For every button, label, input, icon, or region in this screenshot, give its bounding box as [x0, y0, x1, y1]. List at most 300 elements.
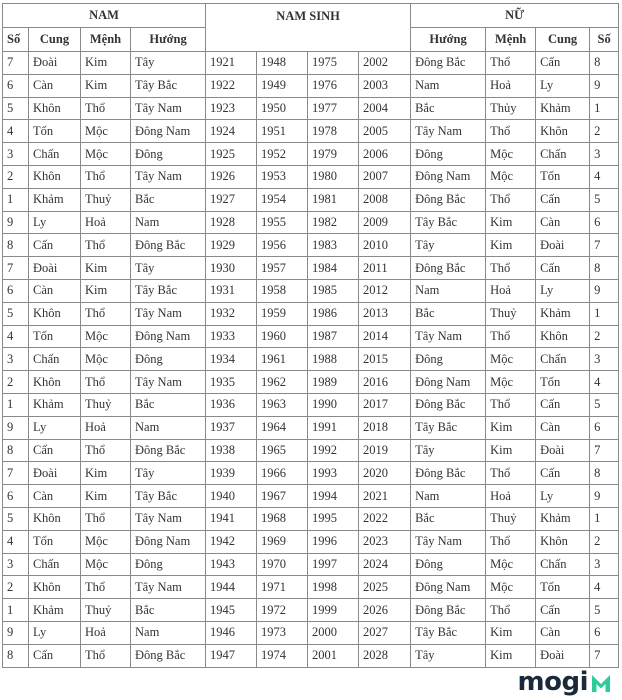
cell-male-huong: Đông	[131, 348, 206, 371]
cell-male-number: 1	[3, 599, 29, 622]
table-row	[3, 234, 619, 257]
cell-year-3: 1990	[308, 393, 359, 416]
cell-year-3: 1993	[308, 462, 359, 485]
cell-female-cung: Khảm	[536, 302, 590, 325]
cell-year-3: 2001	[308, 644, 359, 667]
cell-male-huong: Bắc	[131, 599, 206, 622]
table-body	[3, 52, 619, 668]
cell-male-huong: Nam	[131, 416, 206, 439]
cell-male-cung: Tốn	[29, 530, 81, 553]
cell-female-menh: Kim	[486, 211, 536, 234]
cell-year-2: 1970	[257, 553, 308, 576]
cell-male-cung: Chấn	[29, 553, 81, 576]
cell-year-1: 1943	[206, 553, 257, 576]
cell-female-number: 6	[590, 211, 619, 234]
cell-male-number: 5	[3, 302, 29, 325]
cell-year-1: 1930	[206, 257, 257, 280]
cell-female-huong: Nam	[411, 74, 486, 97]
cell-year-3: 1999	[308, 599, 359, 622]
cell-male-menh: Thổ	[81, 234, 131, 257]
cell-year-2: 1948	[257, 52, 308, 75]
cell-year-1: 1924	[206, 120, 257, 143]
cell-male-number: 3	[3, 348, 29, 371]
cell-female-number: 8	[590, 52, 619, 75]
col-header-female-cung: Cung	[536, 28, 590, 52]
cell-female-huong: Đông Bắc	[411, 52, 486, 75]
cell-year-1: 1935	[206, 371, 257, 394]
cell-female-cung: Khôn	[536, 530, 590, 553]
cell-year-3: 1991	[308, 416, 359, 439]
cell-female-menh: Kim	[486, 644, 536, 667]
cell-year-4: 2019	[359, 439, 411, 462]
table-row	[3, 644, 619, 667]
cell-male-number: 3	[3, 143, 29, 166]
cell-male-cung: Cấn	[29, 644, 81, 667]
cell-female-number: 2	[590, 120, 619, 143]
cell-male-huong: Tây	[131, 257, 206, 280]
cell-year-4: 2020	[359, 462, 411, 485]
cell-year-4: 2021	[359, 485, 411, 508]
cell-male-menh: Hoả	[81, 621, 131, 644]
cell-female-cung: Cấn	[536, 52, 590, 75]
cell-male-cung: Khôn	[29, 97, 81, 120]
cell-year-4: 2012	[359, 279, 411, 302]
cell-male-number: 3	[3, 553, 29, 576]
cell-year-3: 1998	[308, 576, 359, 599]
cell-male-cung: Cấn	[29, 439, 81, 462]
group-header-row	[3, 4, 619, 28]
cell-female-menh: Kim	[486, 234, 536, 257]
male-group-header: NAM	[3, 4, 206, 28]
cell-female-huong: Tây Bắc	[411, 416, 486, 439]
cell-male-number: 4	[3, 325, 29, 348]
cell-male-menh: Kim	[81, 279, 131, 302]
cell-male-number: 5	[3, 507, 29, 530]
cell-female-number: 4	[590, 371, 619, 394]
cell-female-cung: Cấn	[536, 462, 590, 485]
cell-year-2: 1971	[257, 576, 308, 599]
cell-female-huong: Tây Bắc	[411, 621, 486, 644]
cell-female-cung: Tốn	[536, 165, 590, 188]
cell-female-menh: Hoả	[486, 485, 536, 508]
cell-female-cung: Tốn	[536, 576, 590, 599]
cell-year-1: 1926	[206, 165, 257, 188]
cell-year-4: 2026	[359, 599, 411, 622]
cell-year-1: 1929	[206, 234, 257, 257]
cell-male-menh: Thổ	[81, 97, 131, 120]
col-header-male-menh: Mệnh	[81, 28, 131, 52]
cell-male-cung: Tốn	[29, 325, 81, 348]
cell-female-cung: Tốn	[536, 371, 590, 394]
cell-female-huong: Tây	[411, 644, 486, 667]
cell-year-2: 1949	[257, 74, 308, 97]
cell-female-number: 1	[590, 302, 619, 325]
cell-year-1: 1932	[206, 302, 257, 325]
cell-male-huong: Đông Bắc	[131, 439, 206, 462]
cell-year-4: 2025	[359, 576, 411, 599]
cell-female-cung: Càn	[536, 416, 590, 439]
female-group-header: NỮ	[411, 4, 619, 28]
cell-year-4: 2028	[359, 644, 411, 667]
cell-male-cung: Ly	[29, 621, 81, 644]
mogi-logo-text: mogi	[517, 667, 588, 697]
cell-year-4: 2016	[359, 371, 411, 394]
cell-male-menh: Kim	[81, 462, 131, 485]
col-header-male-number: Số	[3, 28, 29, 52]
cell-year-3: 1995	[308, 507, 359, 530]
cell-female-menh: Thủy	[486, 97, 536, 120]
cell-male-menh: Thuỷ	[81, 393, 131, 416]
cell-year-2: 1969	[257, 530, 308, 553]
cell-male-cung: Khôn	[29, 507, 81, 530]
cell-female-menh: Thổ	[486, 325, 536, 348]
cell-year-2: 1968	[257, 507, 308, 530]
cell-male-huong: Đông	[131, 143, 206, 166]
cell-female-number: 1	[590, 97, 619, 120]
cell-male-cung: Khôn	[29, 371, 81, 394]
cell-male-menh: Hoả	[81, 211, 131, 234]
cell-female-number: 5	[590, 393, 619, 416]
table-row	[3, 188, 619, 211]
cell-male-menh: Mộc	[81, 325, 131, 348]
cell-male-huong: Tây Nam	[131, 576, 206, 599]
cell-female-cung: Ly	[536, 485, 590, 508]
cell-male-menh: Kim	[81, 74, 131, 97]
cell-male-menh: Thổ	[81, 644, 131, 667]
cell-female-menh: Thuỷ	[486, 302, 536, 325]
cell-year-2: 1972	[257, 599, 308, 622]
cell-year-1: 1947	[206, 644, 257, 667]
table-row	[3, 74, 619, 97]
cell-year-3: 1980	[308, 165, 359, 188]
cell-female-number: 4	[590, 165, 619, 188]
cell-female-menh: Kim	[486, 621, 536, 644]
cell-female-number: 1	[590, 507, 619, 530]
cell-female-menh: Kim	[486, 416, 536, 439]
cell-female-huong: Đông Bắc	[411, 257, 486, 280]
cell-female-number: 3	[590, 143, 619, 166]
cell-female-cung: Ly	[536, 279, 590, 302]
table-row	[3, 599, 619, 622]
cell-male-huong: Tây Nam	[131, 97, 206, 120]
cell-female-huong: Đông Bắc	[411, 188, 486, 211]
cell-male-huong: Tây Bắc	[131, 485, 206, 508]
cell-female-huong: Đông	[411, 143, 486, 166]
cell-male-number: 8	[3, 234, 29, 257]
cell-male-cung: Càn	[29, 74, 81, 97]
cell-male-cung: Càn	[29, 279, 81, 302]
col-header-female-huong: Hướng	[411, 28, 486, 52]
cell-male-menh: Thuỷ	[81, 188, 131, 211]
cell-male-huong: Tây Nam	[131, 302, 206, 325]
cell-year-4: 2022	[359, 507, 411, 530]
cell-female-number: 5	[590, 188, 619, 211]
cell-year-1: 1933	[206, 325, 257, 348]
table-row	[3, 553, 619, 576]
cell-female-huong: Tây	[411, 234, 486, 257]
cell-female-huong: Tây Nam	[411, 325, 486, 348]
cell-year-4: 2003	[359, 74, 411, 97]
cell-female-huong: Đông Nam	[411, 371, 486, 394]
cell-year-1: 1923	[206, 97, 257, 120]
cell-male-huong: Đông Bắc	[131, 644, 206, 667]
cell-female-number: 6	[590, 621, 619, 644]
cell-male-huong: Đông Nam	[131, 120, 206, 143]
cell-male-menh: Thổ	[81, 165, 131, 188]
cell-male-number: 6	[3, 485, 29, 508]
cell-year-4: 2027	[359, 621, 411, 644]
cell-female-number: 8	[590, 462, 619, 485]
table-row	[3, 302, 619, 325]
table-row	[3, 97, 619, 120]
cell-female-number: 6	[590, 416, 619, 439]
table-row	[3, 257, 619, 280]
cell-male-cung: Khôn	[29, 165, 81, 188]
cell-female-huong: Đông	[411, 553, 486, 576]
cell-female-menh: Thổ	[486, 530, 536, 553]
cell-year-3: 1996	[308, 530, 359, 553]
cell-year-4: 2011	[359, 257, 411, 280]
cell-female-cung: Cấn	[536, 599, 590, 622]
cell-female-menh: Thổ	[486, 52, 536, 75]
cell-female-menh: Kim	[486, 439, 536, 462]
cell-female-number: 3	[590, 348, 619, 371]
cell-female-menh: Thổ	[486, 257, 536, 280]
cell-year-2: 1963	[257, 393, 308, 416]
cung-menh-table	[2, 3, 619, 668]
cell-male-cung: Tốn	[29, 120, 81, 143]
cell-male-number: 7	[3, 462, 29, 485]
cell-female-number: 2	[590, 325, 619, 348]
cell-year-2: 1962	[257, 371, 308, 394]
cell-female-number: 8	[590, 257, 619, 280]
cell-year-4: 2018	[359, 416, 411, 439]
cell-female-cung: Chấn	[536, 143, 590, 166]
cell-year-2: 1951	[257, 120, 308, 143]
cell-male-cung: Khảm	[29, 188, 81, 211]
cell-year-2: 1961	[257, 348, 308, 371]
table-row	[3, 120, 619, 143]
cell-female-menh: Thổ	[486, 462, 536, 485]
feng-shui-table-container	[2, 3, 619, 668]
cell-year-2: 1965	[257, 439, 308, 462]
table-row	[3, 439, 619, 462]
cell-male-huong: Tây Nam	[131, 371, 206, 394]
cell-male-menh: Mộc	[81, 553, 131, 576]
cell-year-1: 1921	[206, 52, 257, 75]
cell-male-cung: Chấn	[29, 348, 81, 371]
cell-year-1: 1928	[206, 211, 257, 234]
table-row	[3, 416, 619, 439]
cell-female-cung: Ly	[536, 74, 590, 97]
birth-year-group-header: NAM SINH	[206, 4, 411, 52]
cell-year-3: 1976	[308, 74, 359, 97]
cell-male-menh: Kim	[81, 485, 131, 508]
cell-female-menh: Mộc	[486, 143, 536, 166]
cell-year-2: 1956	[257, 234, 308, 257]
cell-female-cung: Khảm	[536, 97, 590, 120]
cell-female-cung: Chấn	[536, 348, 590, 371]
cell-female-number: 9	[590, 74, 619, 97]
cell-female-huong: Đông Nam	[411, 576, 486, 599]
cell-year-1: 1944	[206, 576, 257, 599]
cell-year-2: 1953	[257, 165, 308, 188]
cell-male-number: 8	[3, 439, 29, 462]
cell-female-huong: Đông Bắc	[411, 599, 486, 622]
table-row	[3, 393, 619, 416]
cell-female-number: 3	[590, 553, 619, 576]
cell-year-4: 2008	[359, 188, 411, 211]
cell-year-1: 1934	[206, 348, 257, 371]
table-row	[3, 507, 619, 530]
cell-male-cung: Khảm	[29, 393, 81, 416]
cell-male-huong: Bắc	[131, 188, 206, 211]
cell-male-menh: Mộc	[81, 348, 131, 371]
cell-male-number: 9	[3, 211, 29, 234]
cell-male-menh: Hoả	[81, 416, 131, 439]
cell-year-4: 2024	[359, 553, 411, 576]
cell-year-2: 1966	[257, 462, 308, 485]
cell-male-huong: Đông Nam	[131, 325, 206, 348]
cell-year-1: 1939	[206, 462, 257, 485]
cell-female-cung: Chấn	[536, 553, 590, 576]
cell-year-2: 1974	[257, 644, 308, 667]
cell-year-2: 1967	[257, 485, 308, 508]
cell-year-1: 1927	[206, 188, 257, 211]
cell-female-huong: Đông Nam	[411, 165, 486, 188]
table-row	[3, 371, 619, 394]
cell-female-huong: Nam	[411, 279, 486, 302]
cell-year-1: 1936	[206, 393, 257, 416]
cell-year-2: 1954	[257, 188, 308, 211]
cell-year-3: 1985	[308, 279, 359, 302]
cell-male-menh: Kim	[81, 52, 131, 75]
cell-female-number: 7	[590, 439, 619, 462]
cell-male-number: 4	[3, 530, 29, 553]
cell-female-huong: Nam	[411, 485, 486, 508]
cell-male-huong: Tây Bắc	[131, 279, 206, 302]
cell-male-menh: Mộc	[81, 143, 131, 166]
cell-male-cung: Đoài	[29, 257, 81, 280]
cell-year-4: 2006	[359, 143, 411, 166]
cell-female-menh: Mộc	[486, 553, 536, 576]
cell-female-cung: Khôn	[536, 120, 590, 143]
cell-male-menh: Thổ	[81, 576, 131, 599]
cell-year-3: 1988	[308, 348, 359, 371]
cell-female-huong: Bắc	[411, 97, 486, 120]
cell-year-3: 1975	[308, 52, 359, 75]
cell-male-number: 7	[3, 52, 29, 75]
cell-male-number: 5	[3, 97, 29, 120]
cell-male-number: 2	[3, 371, 29, 394]
table-row	[3, 52, 619, 75]
cell-year-3: 1984	[308, 257, 359, 280]
cell-female-number: 9	[590, 279, 619, 302]
cell-female-huong: Bắc	[411, 507, 486, 530]
cell-female-huong: Đông Bắc	[411, 393, 486, 416]
cell-male-cung: Càn	[29, 485, 81, 508]
cell-male-menh: Kim	[81, 257, 131, 280]
cell-year-3: 1994	[308, 485, 359, 508]
cell-male-menh: Mộc	[81, 530, 131, 553]
cell-year-3: 1979	[308, 143, 359, 166]
table-row	[3, 165, 619, 188]
cell-male-menh: Mộc	[81, 120, 131, 143]
cell-female-huong: Tây Bắc	[411, 211, 486, 234]
table-row	[3, 485, 619, 508]
table-row	[3, 143, 619, 166]
cell-year-2: 1964	[257, 416, 308, 439]
cell-female-cung: Khảm	[536, 507, 590, 530]
cell-male-cung: Ly	[29, 416, 81, 439]
cell-male-number: 8	[3, 644, 29, 667]
cell-male-number: 6	[3, 74, 29, 97]
cell-year-1: 1931	[206, 279, 257, 302]
cell-male-number: 4	[3, 120, 29, 143]
cell-year-4: 2004	[359, 97, 411, 120]
cell-male-huong: Đông	[131, 553, 206, 576]
col-header-female-number: Số	[590, 28, 619, 52]
cell-year-3: 1992	[308, 439, 359, 462]
cell-year-3: 1997	[308, 553, 359, 576]
cell-year-1: 1938	[206, 439, 257, 462]
cell-male-menh: Thổ	[81, 507, 131, 530]
table-row	[3, 462, 619, 485]
cell-female-huong: Đông Bắc	[411, 462, 486, 485]
cell-male-huong: Tây	[131, 52, 206, 75]
mogi-watermark	[518, 667, 612, 697]
cell-female-menh: Thổ	[486, 599, 536, 622]
cell-male-cung: Khôn	[29, 302, 81, 325]
cell-male-cung: Khảm	[29, 599, 81, 622]
cell-female-number: 5	[590, 599, 619, 622]
cell-year-4: 2015	[359, 348, 411, 371]
cell-female-menh: Thổ	[486, 393, 536, 416]
mogi-logo-icon	[590, 672, 612, 694]
cell-male-number: 2	[3, 576, 29, 599]
table-row	[3, 211, 619, 234]
cell-female-cung: Đoài	[536, 439, 590, 462]
cell-male-menh: Thổ	[81, 439, 131, 462]
cell-year-4: 2014	[359, 325, 411, 348]
cell-female-menh: Mộc	[486, 165, 536, 188]
cell-female-menh: Hoả	[486, 279, 536, 302]
cell-male-huong: Nam	[131, 621, 206, 644]
col-header-female-menh: Mệnh	[486, 28, 536, 52]
cell-female-huong: Tây Nam	[411, 120, 486, 143]
cell-male-number: 2	[3, 165, 29, 188]
cell-female-menh: Thuỷ	[486, 507, 536, 530]
cell-female-cung: Càn	[536, 621, 590, 644]
cell-year-2: 1960	[257, 325, 308, 348]
cell-year-2: 1950	[257, 97, 308, 120]
cell-year-2: 1973	[257, 621, 308, 644]
col-header-male-cung: Cung	[29, 28, 81, 52]
cell-year-3: 1978	[308, 120, 359, 143]
cell-male-menh: Thuỷ	[81, 599, 131, 622]
cell-female-menh: Mộc	[486, 371, 536, 394]
cell-male-menh: Thổ	[81, 371, 131, 394]
cell-year-4: 2013	[359, 302, 411, 325]
cell-year-1: 1925	[206, 143, 257, 166]
cell-female-huong: Tây Nam	[411, 530, 486, 553]
cell-female-huong: Bắc	[411, 302, 486, 325]
cell-year-4: 2010	[359, 234, 411, 257]
cell-male-cung: Đoài	[29, 52, 81, 75]
cell-female-number: 4	[590, 576, 619, 599]
table-row	[3, 348, 619, 371]
cell-female-huong: Đông	[411, 348, 486, 371]
